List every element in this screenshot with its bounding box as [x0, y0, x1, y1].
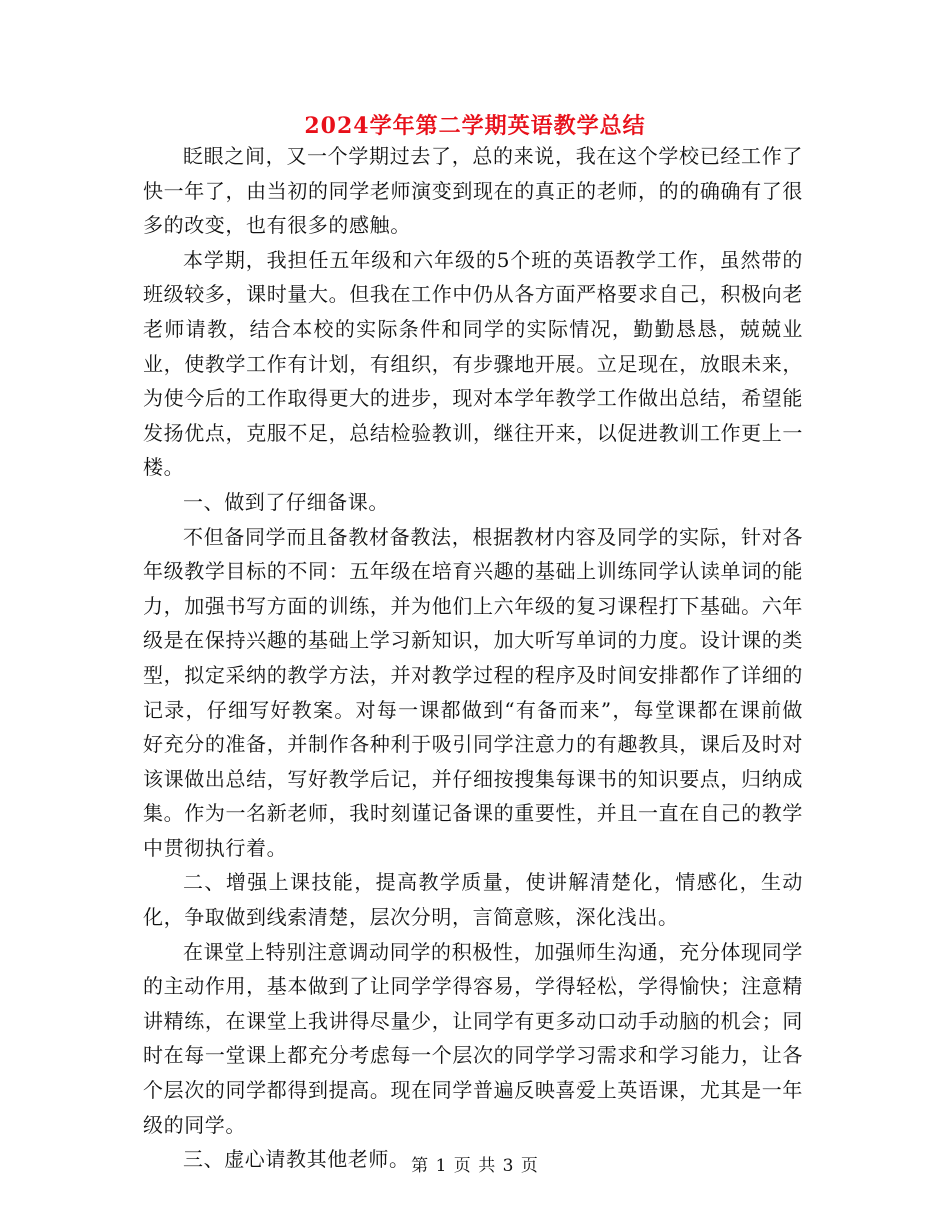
paragraph: 在课堂上特别注意调动同学的积极性，加强师生沟通，充分体现同学的主动作用，基本做到了让同学学得容易，学得轻松，学得愉快；注意精讲精练，在课堂上我讲得尽量少，让同学有更多动口动手动脑的机会；同时在每一堂课上都充分考虑每一个层次的同学学习需求和学习能力，让各个层次的同学都得到提高。现在同学普遍反映喜爱上英语课，尤其是一年级的同学。	[143, 939, 803, 1137]
document-body	[143, 139, 803, 1177]
section-heading: 一、做到了仔细备课。	[183, 489, 389, 514]
paragraph: 本学期，我担任五年级和六年级的5个班的英语教学工作，虽然带的班级较多，课时量大。但我在工作中仍从各方面严格要求自己，积极向老老师请教，结合本校的实际条件和同学的实际情况，勤勤恳恳，兢兢业业，使教学工作有计划，有组织，有步骤地开展。立足现在，放眼未来，为使今后的工作取得更大的进步，现对本学年教学工作做出总结，希望能发扬优点，克服不足，总结检验教训，继往开来，以促进教训工作更上一楼。	[143, 247, 803, 480]
document-title: 2024学年第二学期英语教学总结	[304, 113, 646, 139]
page-footer	[0, 1154, 950, 1178]
paragraph: 不但备同学而且备教材备教法，根据教材内容及同学的实际，针对各年级教学目标的不同：五年级在培育兴趣的基础上训练同学认读单词的能力，加强书写方面的训练，并为他们上六年级的复习课程打下基础。六年级是在保持兴趣的基础上学习新知识，加大听写单词的力度。设计课的类型，拟定采纳的教学方法，并对教学过程的程序及时间安排都作了详细的记录，仔细写好教案。对每一课都做到“有备而来”，每堂课都在课前做好充分的准备，并制作各种利于吸引同学注意力的有趣教具，课后及时对该课做出总结，写好教学后记，并仔细按搜集每课书的知识要点，归纳成集。作为一名新老师，我时刻谨记备课的重要性，并且一直在自己的教学中贯彻执行着。	[143, 524, 803, 860]
section-heading: 二、增强上课技能，提高教学质量，使讲解清楚化，情感化，生动化，争取做到线索清楚，层次分明，言简意赅，深化浅出。	[143, 870, 803, 930]
page-number-label: 第 1 页 共 3 页	[411, 1156, 539, 1176]
section-heading: 三、虚心请教其他老师。	[183, 1147, 410, 1172]
paragraph: 眨眼之间，又一个学期过去了，总的来说，我在这个学校已经工作了快一年了，由当初的同学老师演变到现在的真正的老师，的的确确有了很多的改变，也有很多的感触。	[143, 144, 803, 238]
